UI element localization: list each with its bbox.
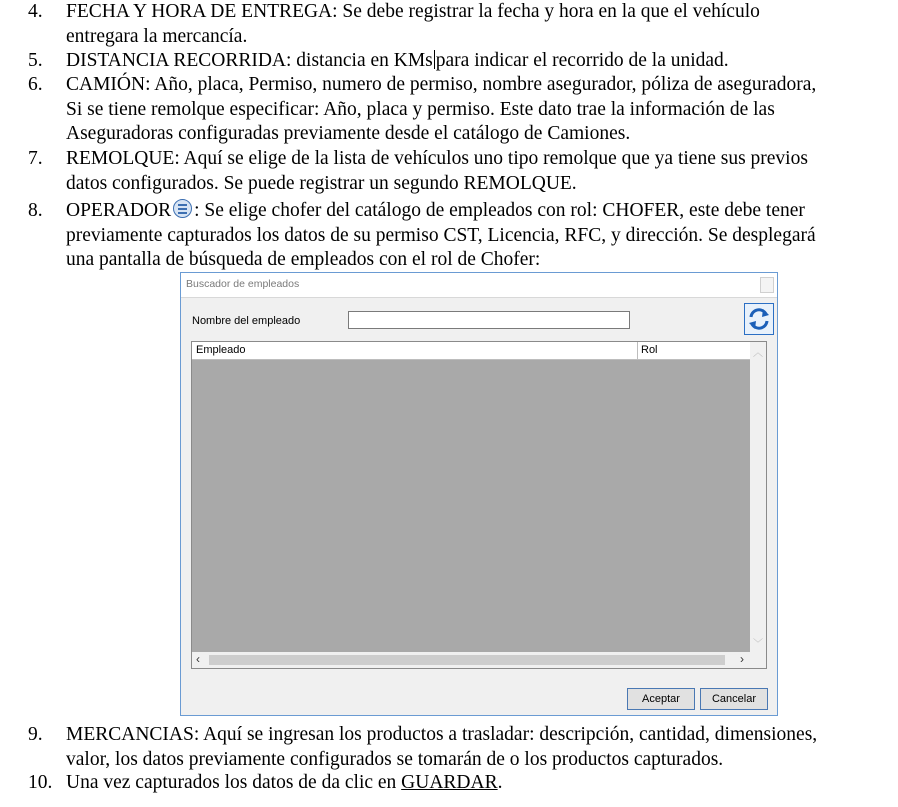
close-icon[interactable] — [760, 277, 774, 293]
item-number: 6. — [28, 74, 43, 95]
item-number: 5. — [28, 50, 43, 71]
dialog-title-bar — [181, 273, 777, 298]
chevron-up-icon[interactable]: ︿ — [753, 348, 763, 359]
guardar-link: GUARDAR — [401, 772, 498, 793]
list-circle-icon — [173, 199, 192, 218]
horizontal-scrollbar[interactable] — [192, 652, 766, 668]
chevron-right-icon[interactable]: › — [740, 652, 744, 666]
chevron-left-icon[interactable]: ‹ — [196, 652, 200, 666]
scroll-thumb[interactable] — [209, 655, 725, 665]
chevron-down-icon[interactable]: ﹀ — [753, 639, 763, 650]
employee-search-dialog — [180, 272, 778, 716]
vertical-scrollbar[interactable] — [750, 342, 766, 652]
item-text: MERCANCIAS: Aquí se ingresan los productos a trasladar: descripción, cantidad, dimensiones, valor, los datos previamente configurados se tomarán de o los productos capturados. — [66, 724, 818, 770]
cancel-button[interactable]: Cancelar — [700, 688, 768, 710]
refresh-button[interactable] — [744, 303, 774, 335]
text-cursor — [434, 50, 435, 69]
column-divider — [637, 342, 638, 359]
column-header-empleado[interactable]: Empleado — [196, 344, 246, 356]
item-text: CAMIÓN: Año, placa, Permiso, numero de permiso, nombre asegurador, póliza de aseguradora, Si se tiene remolque especificar: Año, placa y permiso. Este dato trae la información de las Aseguradoras configuradas previamente desde el catálogo de Camiones. — [66, 74, 817, 144]
column-header-rol[interactable]: Rol — [641, 344, 658, 356]
item-number: 4. — [28, 1, 43, 22]
dialog-title: Buscador de empleados — [186, 278, 300, 290]
grid-header — [192, 342, 752, 360]
item-number: 10. — [28, 772, 53, 793]
item-text: FECHA Y HORA DE ENTREGA: Se debe registrar la fecha y hora en la que el vehículo entregara la mercancía. — [66, 1, 760, 47]
employee-name-label: Nombre del empleado — [192, 315, 301, 327]
item-text: OPERADOR : Se elige chofer del catálogo de empleados con rol: CHOFER, este debe tener previamente capturados los datos de su permiso CST, Licencia, RFC, y dirección. Se desplegará una pantalla de búsqueda de empleados con el rol de Chofer: — [66, 200, 816, 270]
item-number: 7. — [28, 148, 43, 169]
item-text: REMOLQUE: Aquí se elige de la lista de vehículos uno tipo remolque que ya tiene sus previos datos configurados. Se puede registrar un segundo REMOLQUE. — [66, 148, 808, 194]
item-number: 9. — [28, 724, 43, 745]
employee-name-input[interactable] — [348, 311, 630, 329]
employee-grid[interactable] — [191, 341, 767, 669]
item-number: 8. — [28, 200, 43, 221]
accept-button[interactable]: Aceptar — [627, 688, 695, 710]
refresh-icon — [745, 304, 773, 334]
item-text: DISTANCIA RECORRIDA: distancia en KMs para indicar el recorrido de la unidad. — [66, 50, 729, 71]
item-text: Una vez capturados los datos de da clic en GUARDAR. — [66, 772, 503, 793]
